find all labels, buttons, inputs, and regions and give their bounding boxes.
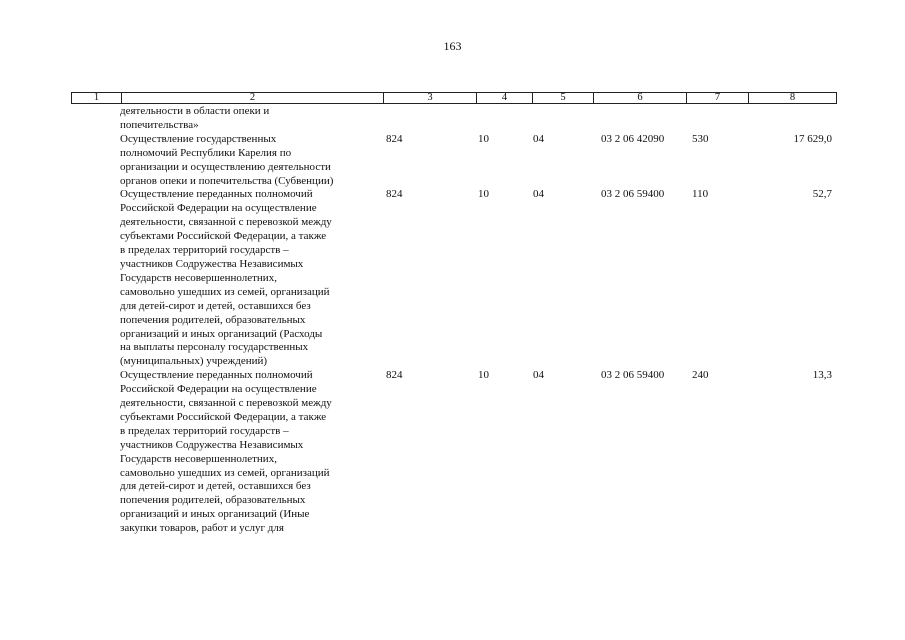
row-ministry-code: 824 xyxy=(386,369,403,382)
row-subsection-code: 04 xyxy=(533,132,544,145)
row-subsection-code: 04 xyxy=(533,369,544,382)
row-description: Осуществление переданных полномочий Российской Федерации на осуществление деятельности, связанной с перевозкой между субъектами Российской Федерации, а также в пределах территорий государств – участников Содружества Независимых Государств несовершеннолетних, самовольно ушедших из семей, организаций для детей-сирот и детей, оставшихся без попечения родителей, образовательных организаций и иных организаций (Расходы на выплаты персоналу государственных (муниципальных) учреждений) xyxy=(120,188,332,368)
header-col-3: 3 xyxy=(383,93,476,103)
header-col-7: 7 xyxy=(686,93,748,103)
header-col-4: 4 xyxy=(476,93,532,103)
row-amount: 13,3 xyxy=(812,369,832,382)
page-number: 163 xyxy=(443,39,462,53)
row-ministry-code: 824 xyxy=(386,188,403,201)
table-row xyxy=(0,369,905,536)
header-col-8: 8 xyxy=(748,93,836,103)
table-row xyxy=(0,133,905,189)
row-expense-kind: 110 xyxy=(692,188,709,201)
row-expense-kind: 530 xyxy=(692,132,709,145)
row-section-code: 10 xyxy=(478,369,489,382)
table-row xyxy=(0,105,905,133)
table-row xyxy=(0,188,905,369)
row-target-code: 03 2 06 59400 xyxy=(601,188,665,201)
row-section-code: 10 xyxy=(478,188,489,201)
row-description: деятельности в области опеки и попечительства» xyxy=(120,105,270,131)
row-section-code: 10 xyxy=(478,132,489,145)
row-ministry-code: 824 xyxy=(386,132,403,145)
row-amount: 52,7 xyxy=(812,188,832,201)
table-body xyxy=(0,105,905,536)
header-col-2: 2 xyxy=(121,93,383,103)
table-header xyxy=(71,92,837,104)
row-description: Осуществление переданных полномочий Российской Федерации на осуществление деятельности, связанной с перевозкой между субъектами Российской Федерации, а также в пределах территорий государств – участников Содружества Независимых Государств несовершеннолетних, самовольно ушедших из семей, организаций для детей-сирот и детей, оставшихся без попечения родителей, образовательных организаций и иных организаций (Иные закупки товаров, работ и услуг для xyxy=(120,369,332,535)
row-amount: 17 629,0 xyxy=(793,132,832,145)
header-col-1: 1 xyxy=(93,92,100,103)
row-description: Осуществление государственных полномочий Республики Карелия по организации и осуществлению деятельности органов опеки и попечительства (Субвенции) xyxy=(120,132,334,187)
header-col-6: 6 xyxy=(593,93,686,103)
row-expense-kind: 240 xyxy=(692,369,709,382)
row-subsection-code: 04 xyxy=(533,188,544,201)
row-target-code: 03 2 06 59400 xyxy=(601,369,665,382)
header-col-5: 5 xyxy=(532,93,593,103)
row-target-code: 03 2 06 42090 xyxy=(601,132,665,145)
